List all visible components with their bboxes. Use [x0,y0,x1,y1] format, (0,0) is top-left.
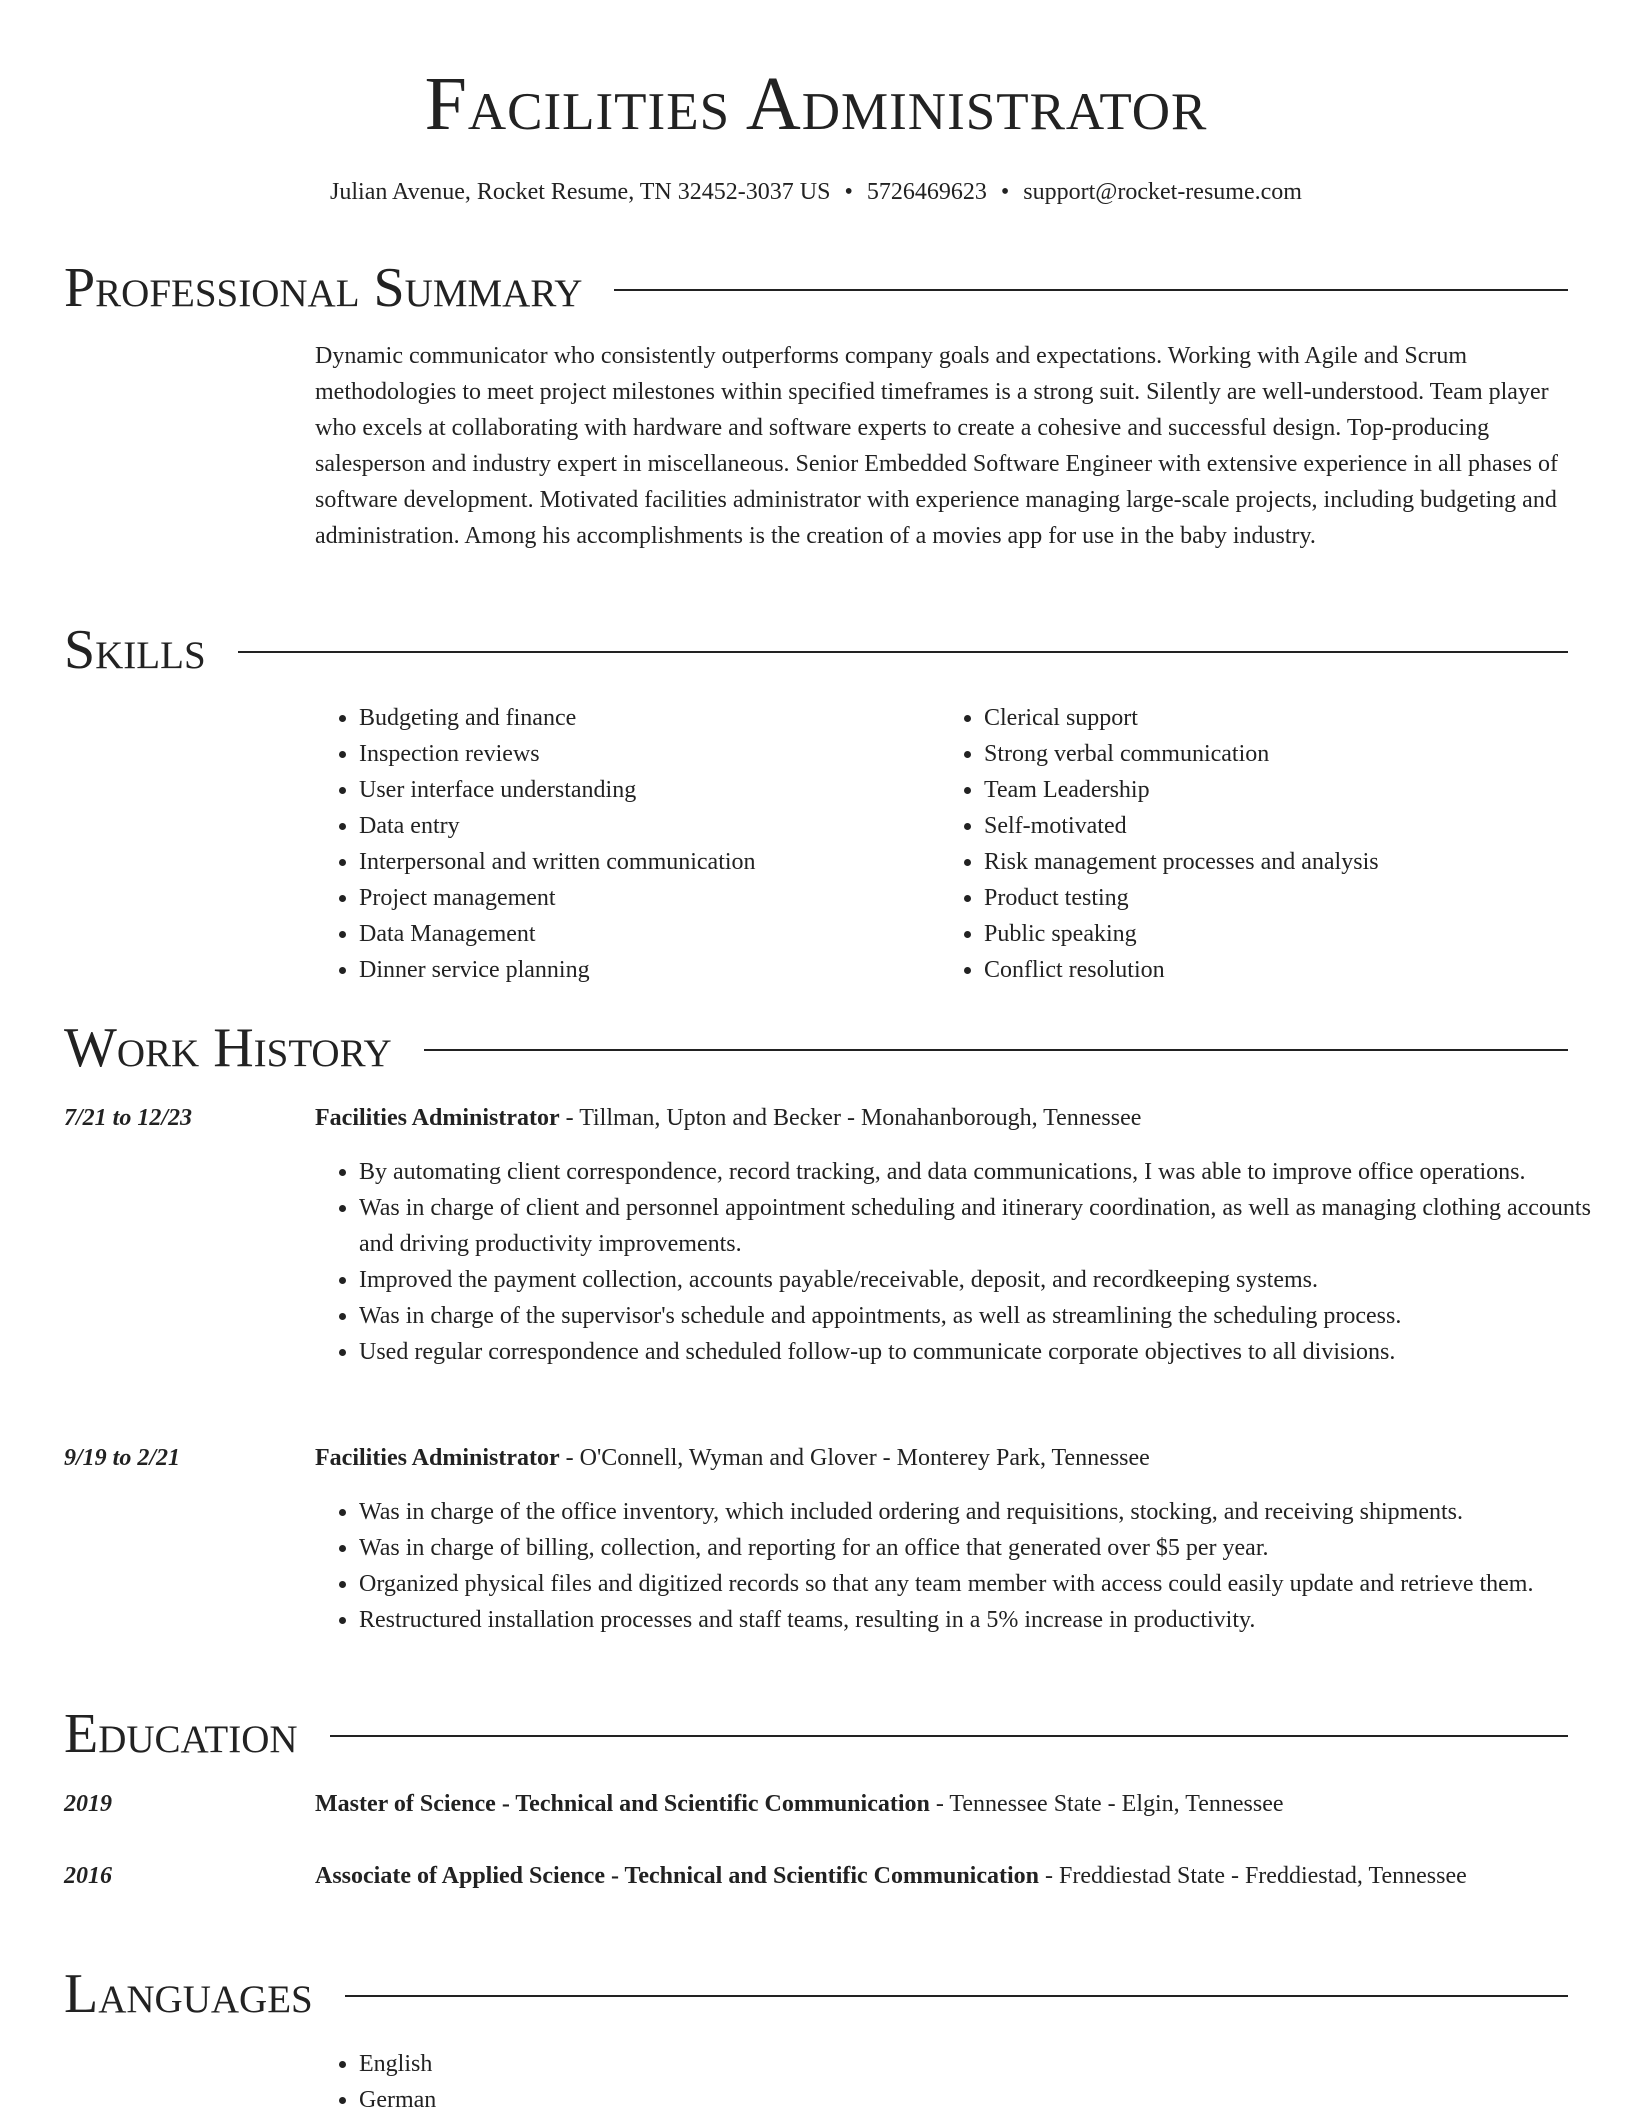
skill-item: • Team Leadership [984,772,1565,808]
education-degree: Associate of Applied Science - Technical and Scientific Communication [315,1863,1040,1889]
skills-list-right [940,700,1565,988]
education-year: 2016 [64,1863,112,1889]
skills-columns [315,700,1565,988]
section-title: Education [64,1703,298,1765]
language-item: • English [359,2046,1609,2082]
skills-list-left [315,700,940,988]
skill-item: • Inspection reviews [359,736,940,772]
skill-item: • Project management [359,880,940,916]
section-divider [330,1735,1568,1737]
skill-item: • Interpersonal and written communication [359,844,940,880]
job-title-line [315,1439,1565,1477]
language-item: • German [359,2082,1609,2118]
job-dates: 7/21 to 12/23 [64,1105,193,1131]
skill-item: • User interface understanding [359,772,940,808]
job-employer: - Tillman, Upton and Becker - Monahanborough, Tennessee [559,1105,1142,1131]
contact-address: Julian Avenue, Rocket Resume, TN 32452-3037 US [330,179,831,205]
job-employer: - O'Connell, Wyman and Glover - Monterey Park, Tennessee [559,1445,1150,1471]
section-title: Work History [64,1017,392,1079]
separator-dot: • [844,179,853,205]
education-school: - Tennessee State - Elgin, Tennessee [929,1791,1284,1817]
skill-item: • Data Management [359,916,940,952]
contact-phone: 5726469623 [866,179,987,205]
languages-list [315,2046,1609,2118]
job-bullet: • Was in charge of the office inventory, which included ordering and requisitions, stocking, and receiving shipments. [359,1494,1609,1530]
skill-item: • Budgeting and finance [359,700,940,736]
job-bullets [315,1494,1609,1638]
section-title: Skills [64,619,206,681]
summary-text: Dynamic communicator who consistently outperforms company goals and expectations. Working with Agile and Scrum methodologies to meet project milestones within specified timeframes is a strong suit. Silently are well-understood. Team player who excels at collaborating with hardware and software experts to create a cohesive and successful design. Top-producing salesperson and industry expert in miscellaneous. Senior Embedded Software Engineer with extensive experience in all phases of software development. Motivated facilities administrator with experience managing large-scale projects, including budgeting and administration. Among his accomplishments is the creation of a movies app for use in the baby industry. [315,343,1558,549]
section-divider [614,289,1568,291]
section-heading-work-history [64,1016,1568,1080]
skill-item: • Data entry [359,808,940,844]
skill-item: • Product testing [984,880,1565,916]
job-dates: 9/19 to 2/21 [64,1445,181,1471]
education-degree: Master of Science - Technical and Scientific Communication [315,1791,930,1817]
section-title: Languages [64,1963,313,2025]
separator-dot: • [1000,179,1010,205]
education-entry [315,1857,1565,1895]
skill-item: • Conflict resolution [984,952,1565,988]
section-heading-education [64,1702,1568,1766]
job-title: Facilities Administrator [315,1445,560,1471]
job-bullet: • Was in charge of client and personnel appointment scheduling and itinerary coordination, as well as managing clothing accounts and driving productivity improvements. [359,1190,1609,1262]
section-divider [238,651,1568,653]
job-bullet: • By automating client correspondence, record tracking, and data communications, I was able to improve office operations. [359,1154,1609,1190]
skill-item: • Risk management processes and analysis [984,844,1565,880]
job-bullet: • Restructured installation processes and staff teams, resulting in a 5% increase in productivity. [359,1602,1609,1638]
education-entry [315,1785,1565,1823]
skill-item: • Clerical support [984,700,1565,736]
education-year: 2019 [64,1791,112,1817]
contact-email: support@rocket-resume.com [1023,179,1302,205]
resume-name: Facilities Administrator [424,62,1208,146]
job-bullet: • Was in charge of the supervisor's schedule and appointments, as well as streamlining the scheduling process. [359,1298,1609,1334]
section-divider [345,1995,1568,1997]
section-heading-summary [64,256,1568,320]
section-heading-skills [64,618,1568,682]
job-title: Facilities Administrator [315,1105,560,1131]
section-title: Professional Summary [64,257,583,319]
section-heading-languages [64,1962,1568,2026]
skill-item: • Self-motivated [984,808,1565,844]
job-title-line [315,1099,1565,1137]
job-bullets [315,1154,1609,1370]
job-bullet: • Organized physical files and digitized records so that any team member with access could easily update and retrieve them. [359,1566,1609,1602]
section-divider [424,1049,1568,1051]
skill-item: • Strong verbal communication [984,736,1565,772]
skill-item: • Public speaking [984,916,1565,952]
job-bullet: • Used regular correspondence and scheduled follow-up to communicate corporate objectives to all divisions. [359,1334,1609,1370]
skill-item: • Dinner service planning [359,952,940,988]
job-bullet: • Was in charge of billing, collection, and reporting for an office that generated over $5 per year. [359,1530,1609,1566]
job-bullet: • Improved the payment collection, accounts payable/receivable, deposit, and recordkeeping systems. [359,1262,1609,1298]
contact-line [0,174,1632,210]
education-school: - Freddiestad State - Freddiestad, Tennessee [1039,1863,1467,1889]
